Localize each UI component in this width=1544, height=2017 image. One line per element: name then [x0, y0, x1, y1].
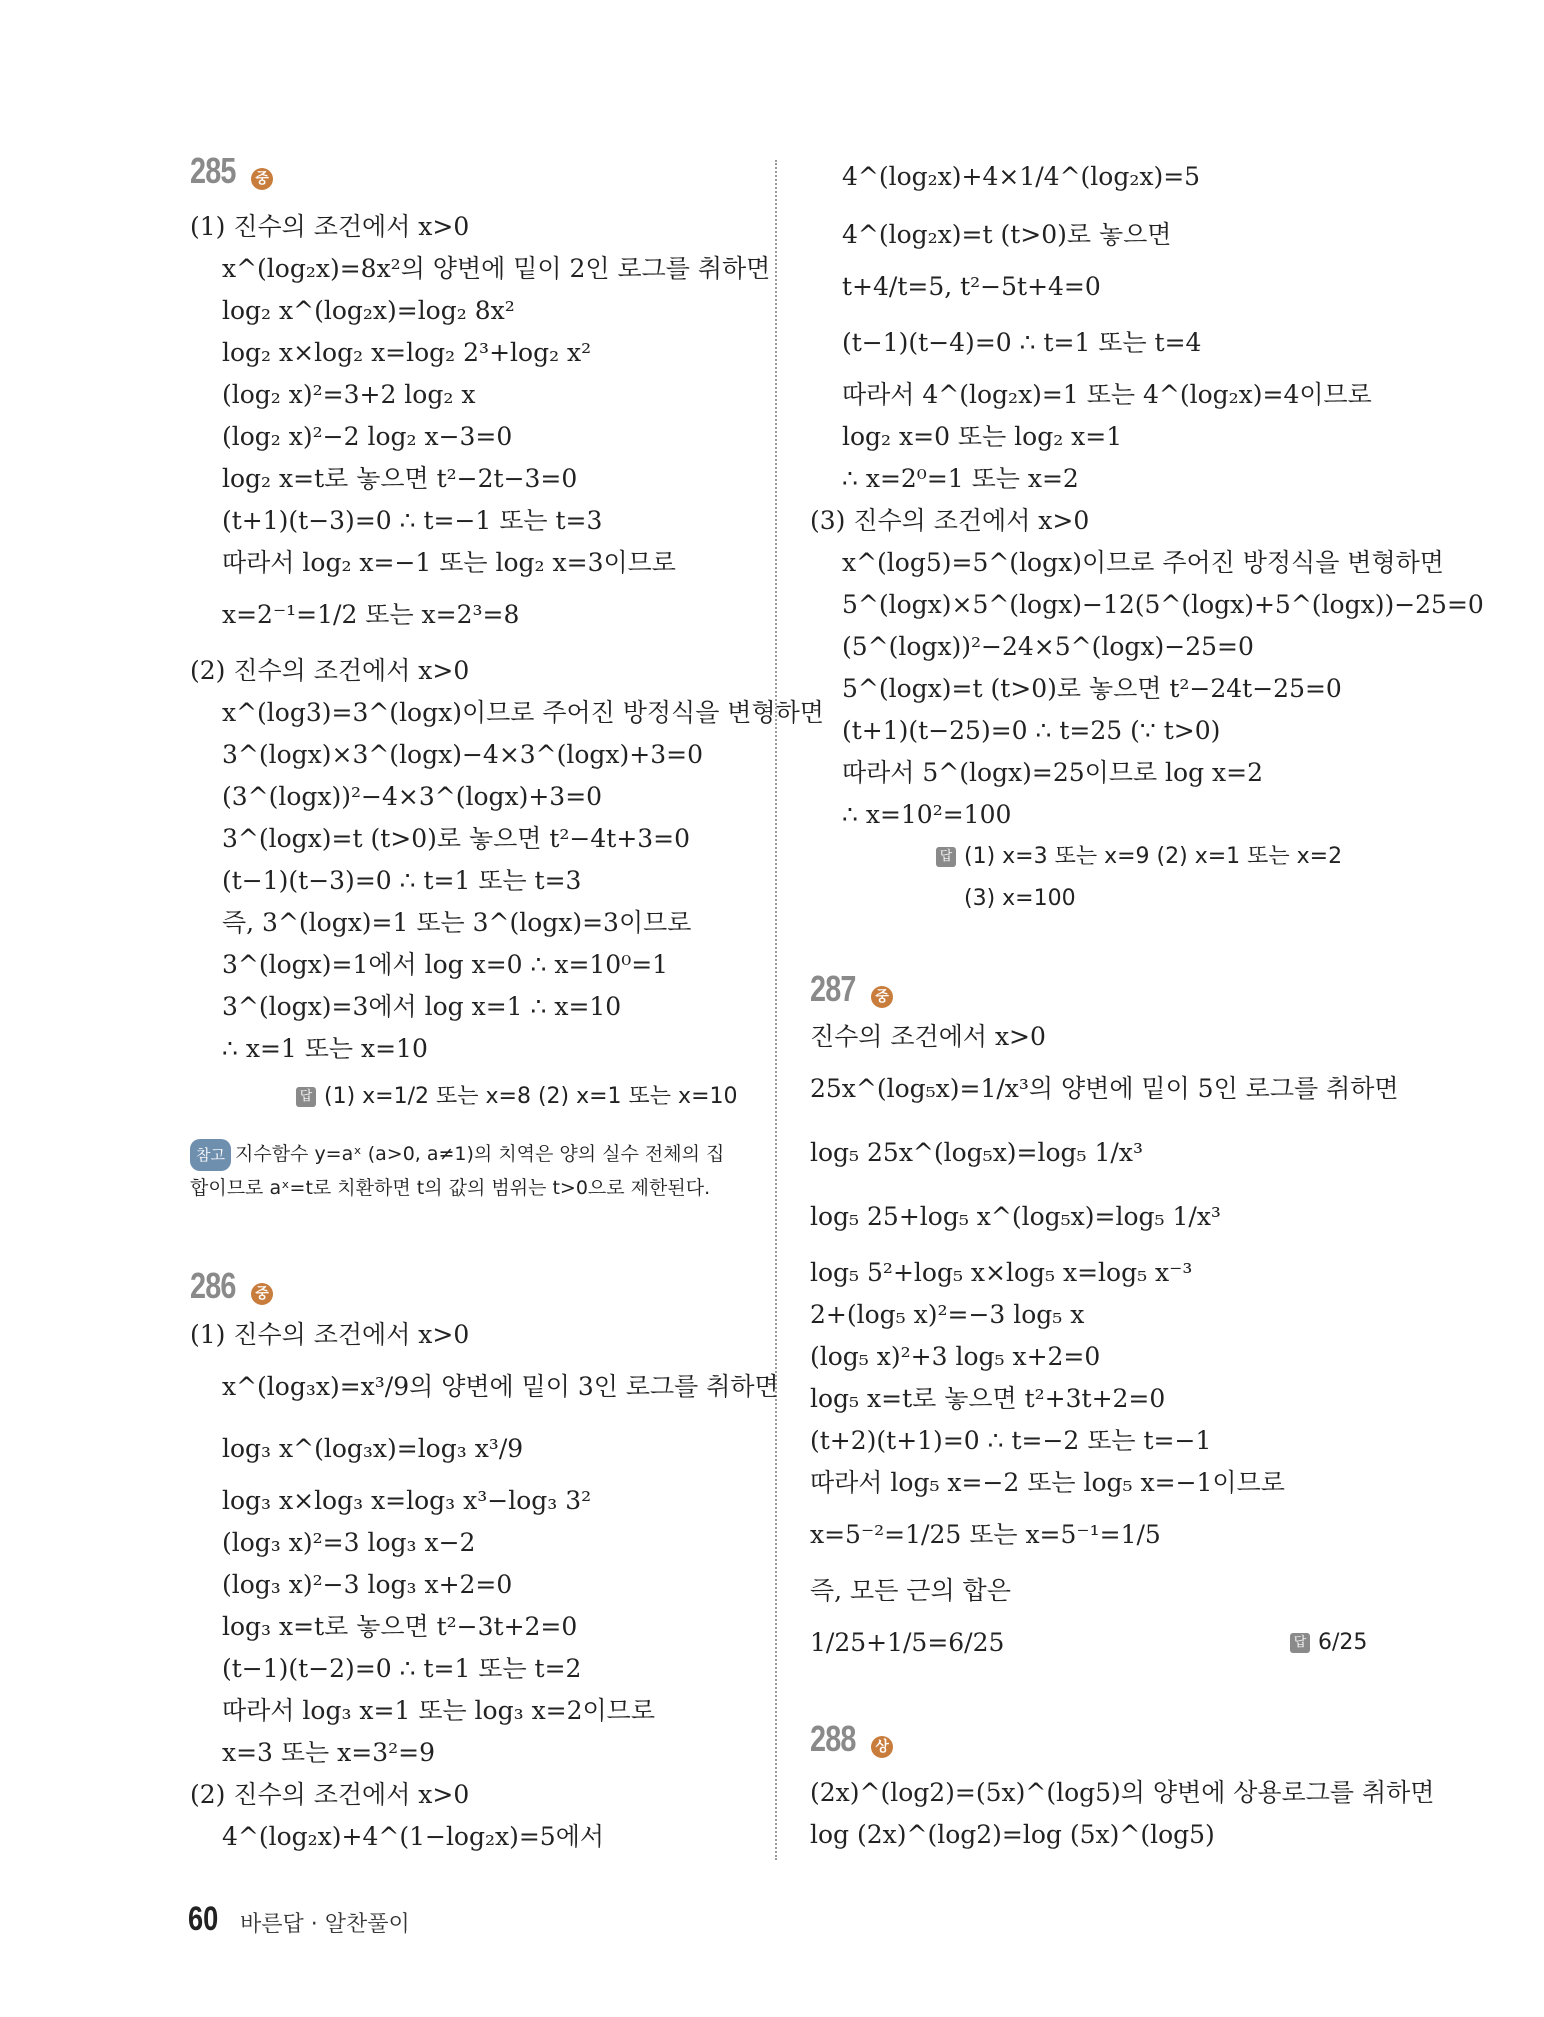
solution-line: 1/25+1/5=6/25 — [810, 1628, 1005, 1657]
solution-line: (t−1)(t−4)=0 ∴ t=1 또는 t=4 — [842, 328, 1202, 357]
column-divider — [775, 160, 777, 1860]
problem-286-header — [190, 1265, 273, 1307]
solution-line: (t+1)(t−3)=0 ∴ t=−1 또는 t=3 — [222, 506, 603, 535]
solution-line: 따라서 4^(log₂x)=1 또는 4^(log₂x)=4이므로 — [842, 380, 1372, 409]
answer-286 — [936, 840, 1342, 874]
difficulty-badge: 상 — [871, 1736, 893, 1758]
solution-line: log₅ x=t로 놓으면 t²+3t+2=0 — [810, 1384, 1166, 1413]
solution-line: log₂ x=0 또는 log₂ x=1 — [842, 422, 1123, 451]
answer-285 — [296, 1080, 738, 1114]
solution-line: (3^(logx))²−4×3^(logx)+3=0 — [222, 782, 603, 811]
solution-line: 따라서 log₃ x=1 또는 log₃ x=2이므로 — [222, 1696, 655, 1725]
solution-line: log₃ x^(log₃x)=log₃ x³/9 — [222, 1434, 524, 1463]
solution-line: (t−1)(t−2)=0 ∴ t=1 또는 t=2 — [222, 1654, 582, 1683]
solution-line: 4^(log₂x)=t (t>0)로 놓으면 — [842, 220, 1172, 249]
solution-line: (log₅ x)²+3 log₅ x+2=0 — [810, 1342, 1101, 1371]
solution-line: 진수의 조건에서 x>0 — [810, 1022, 1046, 1051]
solution-line: log₅ 5²+log₅ x×log₅ x=log₅ x⁻³ — [810, 1258, 1193, 1287]
difficulty-badge: 중 — [251, 1283, 273, 1305]
answer-badge: 답 — [1290, 1633, 1310, 1653]
answer-287 — [1290, 1626, 1367, 1660]
answer-text: 6/25 — [1318, 1630, 1368, 1655]
solution-line: log (2x)^(log2)=log (5x)^(log5) — [810, 1820, 1215, 1849]
solution-line: (3) 진수의 조건에서 x>0 — [810, 506, 1090, 535]
solution-line: x^(log₃x)=x³/9의 양변에 밑이 3인 로그를 취하면 — [222, 1372, 779, 1401]
note-text: 지수함수 y=aˣ (a>0, a≠1)의 치역은 양의 실수 전체의 집 — [234, 1143, 725, 1165]
answer-286-line2: (3) x=100 — [964, 886, 1076, 911]
solution-line: x^(log5)=5^(logx)이므로 주어진 방정식을 변형하면 — [842, 548, 1444, 577]
solution-line: x^(log₂x)=8x²의 양변에 밑이 2인 로그를 취하면 — [222, 254, 771, 283]
problem-number: 285 — [190, 150, 236, 191]
solution-line: log₂ x×log₂ x=log₂ 2³+log₂ x² — [222, 338, 592, 367]
solution-line: x=3 또는 x=3²=9 — [222, 1738, 435, 1767]
solution-line: x=5⁻²=1/25 또는 x=5⁻¹=1/5 — [810, 1520, 1161, 1549]
note-badge: 참고 — [190, 1139, 231, 1171]
solution-line: (2x)^(log2)=(5x)^(log5)의 양변에 상용로그를 취하면 — [810, 1778, 1435, 1807]
solution-line: x=2⁻¹=1/2 또는 x=2³=8 — [222, 600, 520, 629]
solution-line: x^(log3)=3^(logx)이므로 주어진 방정식을 변형하면 — [222, 698, 824, 727]
solution-line: ∴ x=1 또는 x=10 — [222, 1034, 428, 1063]
solution-line: 2+(log₅ x)²=−3 log₅ x — [810, 1300, 1085, 1329]
solution-line: 따라서 log₅ x=−2 또는 log₅ x=−1이므로 — [810, 1468, 1285, 1497]
solution-line: 5^(logx)=t (t>0)로 놓으면 t²−24t−25=0 — [842, 674, 1342, 703]
solution-line: (1) 진수의 조건에서 x>0 — [190, 1320, 470, 1349]
solution-line: (log₂ x)²=3+2 log₂ x — [222, 380, 476, 409]
answer-text: (1) x=3 또는 x=9 (2) x=1 또는 x=2 — [964, 844, 1343, 869]
page-number: 60 — [188, 1900, 219, 1938]
difficulty-badge: 중 — [871, 986, 893, 1008]
solution-line: 4^(log₂x)+4×1/4^(log₂x)=5 — [842, 162, 1201, 191]
solution-line: log₅ 25+log₅ x^(log₅x)=log₅ 1/x³ — [810, 1202, 1221, 1231]
footer-title: 바른답 · 알찬풀이 — [240, 1912, 410, 1937]
problem-287-header — [810, 968, 893, 1010]
problem-number: 287 — [810, 968, 856, 1009]
solution-line: log₂ x=t로 놓으면 t²−2t−3=0 — [222, 464, 578, 493]
solution-line: (log₂ x)²−2 log₂ x−3=0 — [222, 422, 513, 451]
solution-line: ∴ x=10²=100 — [842, 800, 1012, 829]
note-line: 합이므로 aˣ=t로 치환하면 t의 값의 범위는 t>0으로 제한된다. — [190, 1177, 711, 1199]
solution-line: 따라서 log₂ x=−1 또는 log₂ x=3이므로 — [222, 548, 676, 577]
solution-line: ∴ x=2⁰=1 또는 x=2 — [842, 464, 1079, 493]
solution-line: log₅ 25x^(log₅x)=log₅ 1/x³ — [810, 1138, 1143, 1167]
problem-number: 286 — [190, 1265, 236, 1306]
solution-line: log₃ x×log₃ x=log₃ x³−log₃ 3² — [222, 1486, 592, 1515]
solution-line: 5^(logx)×5^(logx)−12(5^(logx)+5^(logx))−25=0 — [842, 590, 1484, 619]
solution-line: log₂ x^(log₂x)=log₂ 8x² — [222, 296, 515, 325]
solution-line: 즉, 3^(logx)=1 또는 3^(logx)=3이므로 — [222, 908, 692, 937]
solution-line: log₃ x=t로 놓으면 t²−3t+2=0 — [222, 1612, 578, 1641]
solution-line: 4^(log₂x)+4^(1−log₂x)=5에서 — [222, 1822, 605, 1851]
solution-line: 3^(logx)×3^(logx)−4×3^(logx)+3=0 — [222, 740, 703, 769]
solution-line: 3^(logx)=3에서 log x=1 ∴ x=10 — [222, 992, 622, 1021]
answer-badge: 답 — [936, 847, 956, 867]
solution-line: (2) 진수의 조건에서 x>0 — [190, 656, 470, 685]
solution-line: (5^(logx))²−24×5^(logx)−25=0 — [842, 632, 1254, 661]
problem-number: 288 — [810, 1718, 856, 1759]
solution-line: (2) 진수의 조건에서 x>0 — [190, 1780, 470, 1809]
problem-285-header — [190, 150, 273, 192]
difficulty-badge: 중 — [251, 168, 273, 190]
solution-line: t+4/t=5, t²−5t+4=0 — [842, 272, 1101, 301]
solution-line: (t+1)(t−25)=0 ∴ t=25 (∵ t>0) — [842, 716, 1221, 745]
solution-line: 즉, 모든 근의 합은 — [810, 1576, 1011, 1605]
solution-line: (t−1)(t−3)=0 ∴ t=1 또는 t=3 — [222, 866, 582, 895]
solution-line: 3^(logx)=1에서 log x=0 ∴ x=10⁰=1 — [222, 950, 669, 979]
solution-line: (log₃ x)²−3 log₃ x+2=0 — [222, 1570, 513, 1599]
solution-line: 25x^(log₅x)=1/x³의 양변에 밑이 5인 로그를 취하면 — [810, 1074, 1399, 1103]
solution-line: 따라서 5^(logx)=25이므로 log x=2 — [842, 758, 1264, 787]
solution-line: (t+2)(t+1)=0 ∴ t=−2 또는 t=−1 — [810, 1426, 1212, 1455]
solution-line: (log₃ x)²=3 log₃ x−2 — [222, 1528, 476, 1557]
answer-text: (1) x=1/2 또는 x=8 (2) x=1 또는 x=10 — [324, 1084, 738, 1109]
solution-line: 3^(logx)=t (t>0)로 놓으면 t²−4t+3=0 — [222, 824, 691, 853]
solution-line: (1) 진수의 조건에서 x>0 — [190, 212, 470, 241]
note-line — [190, 1138, 724, 1171]
problem-288-header — [810, 1718, 893, 1760]
answer-badge: 답 — [296, 1087, 316, 1107]
